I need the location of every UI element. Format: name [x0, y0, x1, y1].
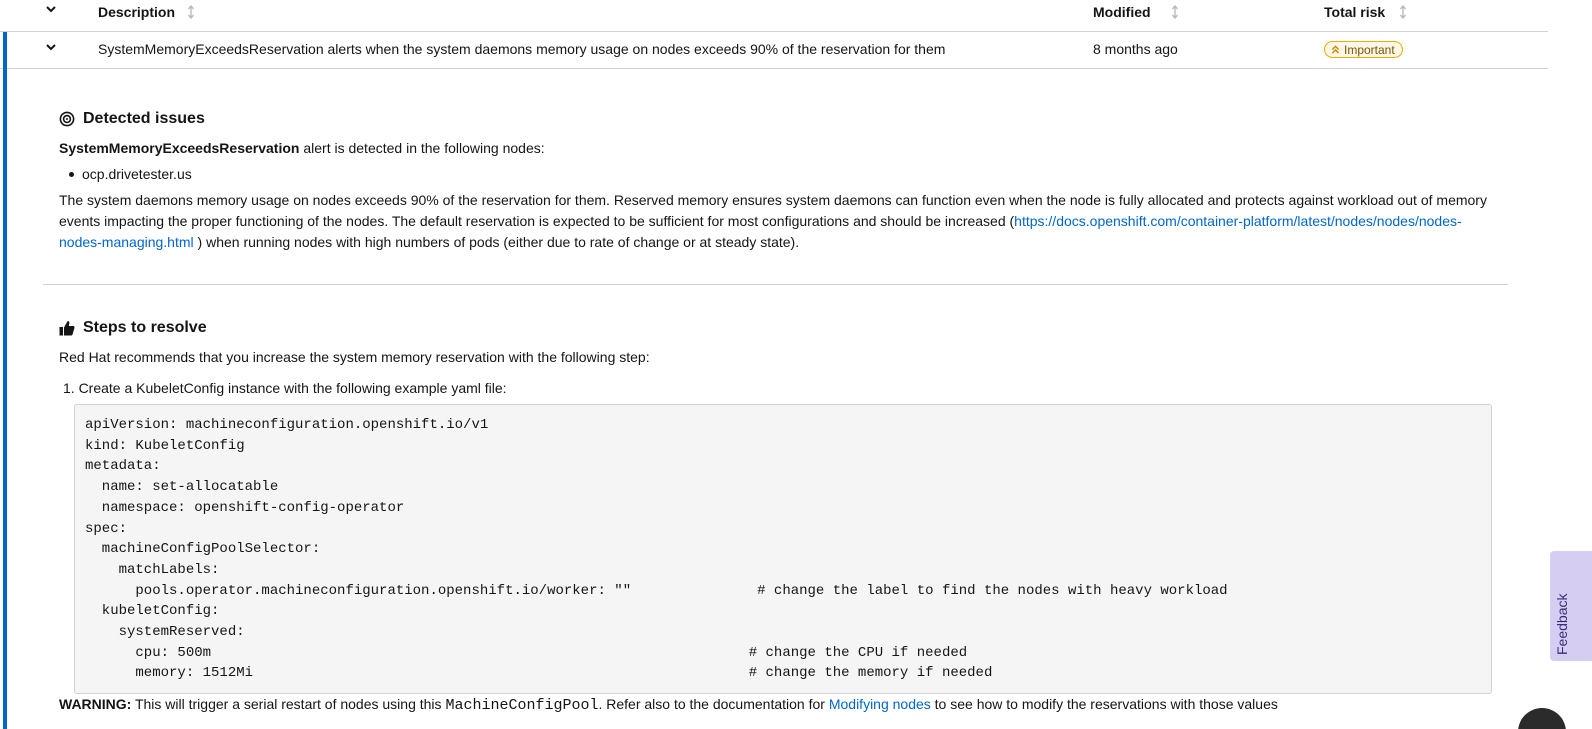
column-modified-label: Modified	[1093, 4, 1151, 20]
expanded-row-accent	[3, 32, 7, 729]
node-name: ocp.drivetester.us	[82, 166, 192, 182]
table-row[interactable]	[0, 32, 1548, 69]
steps-intro: Red Hat recommends that you increase the system memory reservation with the following step:	[59, 349, 650, 365]
description-text-1: The system daemons memory usage on nodes exceeds 90% of the reservation for them. Reserved memory ensures system daemons can function even when the node is fully allocated and protects against workload out of memory events impacting the proper functioning of the nodes. The default reservation is expected to be sufficient for most configurations and should be increased (	[59, 192, 1487, 229]
row-modified: 8 months ago	[1093, 41, 1178, 57]
step-1: 1. Create a KubeletConfig instance with the following example yaml file:	[63, 380, 507, 396]
floating-action-button[interactable]	[1518, 708, 1566, 729]
risk-badge	[1324, 41, 1403, 58]
section-divider	[43, 284, 1508, 285]
bullet-dot	[69, 172, 74, 177]
feedback-label: Feedback	[1554, 593, 1570, 655]
column-total-risk[interactable]	[1324, 4, 1407, 20]
warning-text-1: This will trigger a serial restart of nodes using this	[131, 696, 446, 712]
warning-text	[59, 694, 1278, 716]
sort-icon[interactable]	[1171, 5, 1179, 19]
chevron-down-icon[interactable]	[44, 40, 58, 54]
table-header	[0, 0, 1548, 32]
yaml-code-block: apiVersion: machineconfiguration.openshift.io/v1 kind: KubeletConfig metadata: name: set-allocatable namespace: openshift-config-operator spec: machineConfigPoolSelector: matchLabels: pools.operator.machineconfiguration.openshift.io/worker: "" # change the label to find the nodes with heavy workload kubeletConfig: systemReserved: cpu: 500m # change the CPU if needed memory: 1512Mi # change the memory if needed	[74, 404, 1492, 694]
alert-name: SystemMemoryExceedsReservation	[59, 140, 300, 156]
warning-text-2: . Refer also to the documentation for	[598, 696, 829, 712]
chevron-down-icon[interactable]	[44, 2, 58, 16]
column-description[interactable]	[98, 4, 195, 20]
list-item	[69, 166, 192, 182]
column-description-label: Description	[98, 4, 176, 20]
description-text-2: ) when running nodes with high numbers of pods (either due to rate of change or at steady state).	[193, 234, 800, 250]
row-description: SystemMemoryExceedsReservation alerts when the system daemons memory usage on nodes exceeds 90% of the reservation for them	[98, 41, 946, 57]
sort-icon[interactable]	[1399, 5, 1407, 19]
issue-description	[59, 190, 1489, 253]
alert-suffix: alert is detected in the following nodes:	[299, 140, 545, 156]
alert-sentence	[59, 138, 545, 159]
bullseye-icon	[59, 111, 75, 127]
warning-code: MachineConfigPool	[445, 697, 599, 714]
warning-text-3: to see how to modify the reservations with those values	[930, 696, 1278, 712]
steps-title: Steps to resolve	[83, 319, 207, 336]
column-total-risk-label: Total risk	[1324, 4, 1386, 20]
angle-double-up-icon	[1331, 45, 1340, 54]
detected-issues-heading	[59, 110, 205, 128]
column-modified[interactable]	[1093, 4, 1179, 20]
risk-badge-label: Important	[1344, 42, 1395, 57]
steps-heading	[59, 319, 207, 337]
thumbs-up-icon	[59, 320, 75, 336]
detected-issues-title: Detected issues	[83, 110, 205, 127]
warning-label: WARNING:	[59, 696, 132, 712]
feedback-tab[interactable]	[1550, 551, 1592, 661]
docs-link[interactable]: https://docs.openshift.com/container-platform/latest/nodes/nodes/nodes-nodes-managing.html	[59, 213, 1462, 250]
sort-icon[interactable]	[187, 5, 195, 19]
modifying-nodes-link[interactable]: Modifying nodes	[828, 696, 931, 712]
